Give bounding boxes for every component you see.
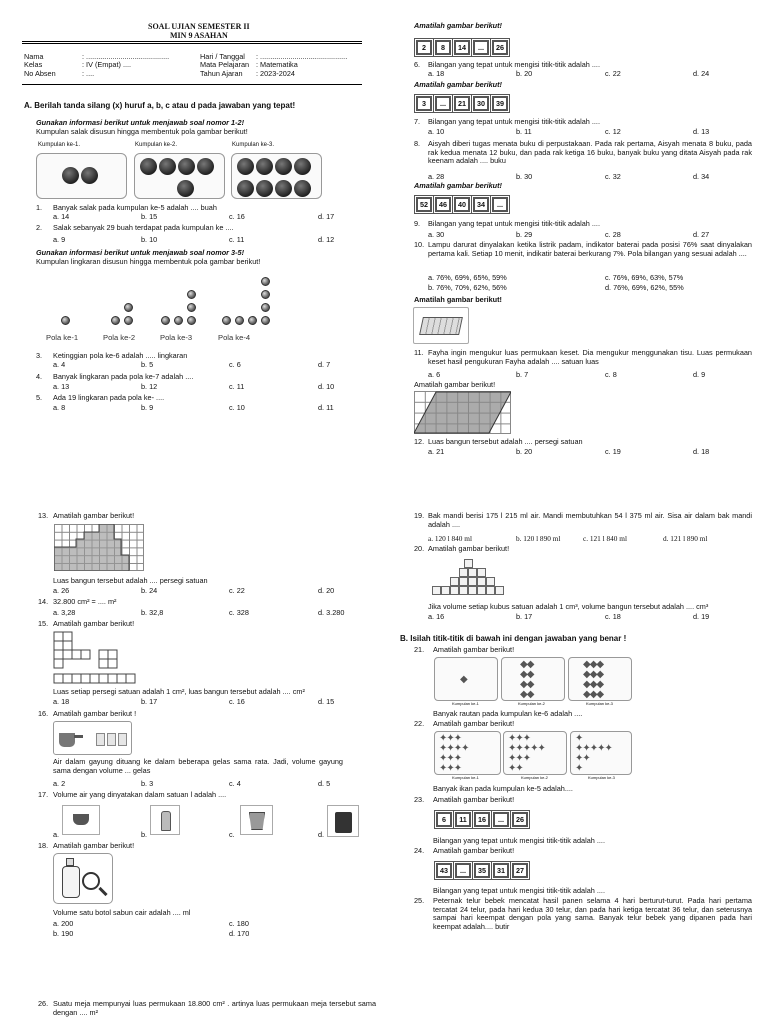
q10-opt-d[interactable]: d. 76%, 69%, 62%, 55% (605, 283, 684, 292)
rautan-group-3: ◆◆◆ ◆◆◆ ◆◆◆ ◆◆◆ (568, 657, 632, 701)
info-3-5-desc: Kumpulan lingkaran disusun hingga membentuk pola gambar berikut! (36, 257, 261, 266)
q20-opt-c[interactable]: c. 18 (605, 612, 621, 621)
salak-icon (237, 180, 254, 197)
salak-icon (275, 158, 292, 175)
pola-1-label: Pola ke-1 (46, 333, 79, 342)
q6-text: Bilangan yang tepat untuk mengisi titik-titik adalah .... (428, 60, 600, 69)
q13-text: Amatilah gambar berikut! (53, 511, 135, 520)
q16-text: Amatilah gambar berikut ! (53, 709, 137, 718)
glass-icon (118, 733, 127, 746)
salak-icon (140, 158, 157, 175)
q26-text: Suatu meja mempunyai luas permukaan 18.800 cm² . artinya luas permukaan meja tersebut sama dengan .... m² (53, 999, 376, 1017)
q1-opt-c[interactable]: c. 16 (229, 212, 245, 221)
salak-group-3 (231, 153, 322, 199)
q23-number: 23. (414, 795, 425, 804)
q11-opt-d[interactable]: d. 9 (693, 370, 706, 379)
label-nama: Nama (24, 52, 44, 61)
q3-opt-a[interactable]: a. 4 (53, 360, 66, 369)
q20-opt-b[interactable]: b. 17 (516, 612, 533, 621)
circle-icon (261, 316, 270, 325)
q23-text2: Bilangan yang tepat untuk mengisi titik-titik adalah .... (433, 836, 605, 845)
q21-text2: Banyak rautan pada kumpulan ke-6 adalah .... (433, 709, 583, 718)
q6-opt-b[interactable]: b. 20 (516, 69, 533, 78)
q13-opt-a[interactable]: a. 26 (53, 586, 70, 595)
q7-number: 7. (414, 117, 421, 126)
q5-opt-c[interactable]: c. 10 (229, 403, 245, 412)
salak-icon (256, 180, 273, 197)
q20-opt-a[interactable]: a. 16 (428, 612, 445, 621)
circle-icon (187, 303, 196, 312)
q4-opt-a[interactable]: a. 13 (53, 382, 70, 391)
q4-opt-d[interactable]: d. 10 (318, 382, 335, 391)
bottle-image (150, 805, 180, 835)
salak-icon (177, 180, 194, 197)
q6-opt-a[interactable]: a. 18 (428, 69, 445, 78)
q20-text: Amatilah gambar berikut! (428, 544, 510, 553)
q3-opt-b[interactable]: b. 5 (141, 360, 154, 369)
q4-opt-c[interactable]: c. 11 (229, 382, 245, 391)
q13-text2: Luas bangun tersebut adalah .... persegi satuan (53, 576, 208, 585)
q4-opt-b[interactable]: b. 12 (141, 382, 158, 391)
q2-text: Salak sebanyak 29 buah terdapat pada kumpulan ke .... (53, 223, 234, 232)
q25-text: Peternak telur bebek mencatat hasil panen selama 4 hari berturut-turut. Pada hari pertama tercatat 24 telur, pada hari kedua 30 telur, dan pada hari ketiga tercatat 36 telur, dan seterusnya sampai hari keempat dengan pola yang sama. Banyak telur bebek yang dipanen pada hari keempat adalah.... butir (433, 896, 752, 931)
salak-icon (159, 158, 176, 175)
q12-opt-b[interactable]: b. 20 (516, 447, 533, 456)
label-mapel: Mata Pelajaran (200, 60, 250, 69)
school-name: MIN 9 ASAHAN (170, 31, 228, 40)
q17-opt-c[interactable]: c. (229, 830, 235, 839)
q11-opt-c[interactable]: c. 8 (605, 370, 617, 379)
q17-opt-a[interactable]: a. (53, 830, 60, 839)
q21-text: Amatilah gambar berikut! (433, 645, 515, 654)
q11-text: Fayha ingin mengukur luas permukaan keset. Dia mengukur menggunakan tisu. Luas permukaan keset hasil pengukuran Fayha adalah .... satuan luas (428, 348, 752, 366)
q17-text: Volume air yang dinyatakan dalam satuan l adalah .... (53, 790, 227, 799)
q25-number: 25. (414, 896, 425, 905)
q26-number: 26. (38, 999, 49, 1008)
ikan-group-3: ✦ ✦✦✦✦✦ ✦✦ ✦ (570, 731, 632, 775)
q17-opt-d[interactable]: d. (318, 830, 325, 839)
field-tahun: : 2023-2024 (256, 69, 295, 78)
circle-icon (261, 277, 270, 286)
q22-text2: Banyak ikan pada kumpulan ke-5 adalah.... (433, 784, 573, 793)
q23-text: Amatilah gambar berikut! (433, 795, 515, 804)
soap-bottle-image (53, 853, 113, 904)
q12-opt-a[interactable]: a. 21 (428, 447, 445, 456)
salak-icon (62, 167, 79, 184)
circle-icon (222, 316, 231, 325)
q20-text2: Jika volume setiap kubus satuan adalah 1 cm³, volume bangun tersebut adalah .... cm³ (428, 602, 709, 611)
q4-text: Banyak lingkaran pada pola ke-7 adalah .... (53, 372, 194, 381)
q10-number: 10. (414, 240, 425, 249)
q15-opt-a[interactable]: a. 18 (53, 697, 70, 706)
q8-opt-b[interactable]: b. 30 (516, 172, 533, 181)
q11-opt-a[interactable]: a. 6 (428, 370, 441, 379)
q10-text: Lampu darurat dinyalakan ketika listrik padam, indikator baterai pada posisi 76% saat dinyalakan pertama kali. Setiap 10 menit, indikatir baterai berkurang 7%. Pola bilangan yang sesuai adalah .... (428, 240, 752, 258)
header-divider (22, 41, 362, 42)
cup-icon (73, 814, 89, 825)
exam-title: SOAL UJIAN SEMESTER II (148, 22, 250, 31)
q6-number: 6. (414, 60, 421, 69)
q5-opt-b[interactable]: b. 9 (141, 403, 154, 412)
rautan-group-2: ◆◆ ◆◆ ◆◆ ◆◆ (501, 657, 565, 701)
q1-opt-b[interactable]: b. 15 (141, 212, 158, 221)
q22-text: Amatilah gambar berikut! (433, 719, 515, 728)
magnifier-icon (82, 872, 100, 890)
q9-text: Bilangan yang tepat untuk mengisi titik-titik adalah .... (428, 219, 600, 228)
q19-opt-a[interactable]: a. 120 l 840 ml (428, 534, 472, 543)
circle-icon (111, 316, 120, 325)
q6-instruction: Amatilah gambar berikut! (414, 21, 502, 30)
label-tahun: Tahun Ajaran (200, 69, 243, 78)
circle-icon (235, 316, 244, 325)
seq-23: 6 11 16 ... 26 (436, 812, 528, 827)
q13-opt-d[interactable]: d. 20 (318, 586, 335, 595)
q19-opt-d[interactable]: d. 121 l 890 ml (663, 534, 708, 543)
q13-number: 13. (38, 511, 49, 520)
q1-number: 1. (36, 203, 43, 212)
q16-opt-c[interactable]: c. 4 (229, 779, 241, 788)
circle-icon (248, 316, 257, 325)
pola-3-label: Pola ke-3 (160, 333, 193, 342)
q2-opt-a[interactable]: a. 9 (53, 235, 66, 244)
q7-opt-d[interactable]: d. 13 (693, 127, 710, 136)
info-1-2: Gunakan informasi berikut untuk menjawab soal nomor 1-2! (36, 118, 245, 127)
ikan-group-1: ✦✦✦ ✦✦✦✦ ✦✦✦ ✦✦✦ (434, 731, 501, 775)
salak-group-2 (134, 153, 225, 199)
circle-icon (261, 303, 270, 312)
q15-opt-d[interactable]: d. 15 (318, 697, 335, 706)
seq-7: 3 ... 21 30 39 (416, 96, 508, 111)
q9-opt-c[interactable]: c. 28 (605, 230, 621, 239)
q15-opt-c[interactable]: c. 16 (229, 697, 245, 706)
section-a-heading: A. Berilah tanda silang (x) huruf a, b, c atau d pada jawaban yang tepat! (24, 101, 296, 110)
q10-opt-c[interactable]: c. 76%, 69%, 63%, 57% (605, 273, 684, 282)
q15-number: 15. (38, 619, 49, 628)
q9-opt-d[interactable]: d. 27 (693, 230, 710, 239)
salak-group-1 (36, 153, 127, 199)
q13-shape (54, 524, 144, 571)
q9-opt-b[interactable]: b. 29 (516, 230, 533, 239)
q20-number: 20. (414, 544, 425, 553)
q19-text: Bak mandi berisi 175 l 215 ml air. Mandi membutuhkan 54 l 375 ml air. Sisa air dalam bak mandi adalah .... (428, 511, 752, 529)
q2-number: 2. (36, 223, 43, 232)
q10-opt-a[interactable]: a. 76%, 69%, 65%, 59% (428, 273, 507, 282)
ikan-kumpulan-3: Kumpulan ke-3 (588, 775, 615, 780)
q15-shape (53, 631, 145, 685)
q5-opt-d[interactable]: d. 11 (318, 403, 334, 412)
q16-opt-b[interactable]: b. 3 (141, 779, 154, 788)
q3-number: 3. (36, 351, 43, 360)
q8-opt-c[interactable]: c. 32 (605, 172, 621, 181)
q13-opt-c[interactable]: c. 22 (229, 586, 245, 595)
q20-opt-d[interactable]: d. 19 (693, 612, 710, 621)
q8-text: Aisyah diberi tugas menata buku di perpustakaan. Pada rak pertama, Aisyah menata 8 buku, pada rak kedua menata 12 buku, dan pada rak ketiga 16 buku, banyak buku yang ditata Aisyah pada rak keenam adalah .... buku (428, 139, 752, 166)
cup-image (62, 805, 100, 835)
q7-opt-a[interactable]: a. 10 (428, 127, 445, 136)
q17-opt-b[interactable]: b. (141, 830, 148, 839)
keset-image (413, 307, 469, 344)
info-3-5: Gunakan informasi berikut untuk menjawab soal nomor 3-5! (36, 248, 245, 257)
circle-icon (187, 316, 196, 325)
q2-opt-d[interactable]: d. 12 (318, 235, 335, 244)
q12-number: 12. (414, 437, 425, 446)
q5-opt-a[interactable]: a. 8 (53, 403, 66, 412)
q2-opt-b[interactable]: b. 10 (141, 235, 158, 244)
pola-2-label: Pola ke-2 (103, 333, 136, 342)
q5-text: Ada 19 lingkaran pada pola ke- .... (53, 393, 165, 402)
rautan-kumpulan-3: Kumpulan ke-3 (586, 701, 613, 706)
q14-number: 14. (38, 597, 49, 606)
q14-opt-c[interactable]: c. 328 (229, 608, 249, 617)
field-mapel: : Matematika (256, 60, 298, 69)
header-divider-2 (22, 43, 362, 44)
q12-instruction: Amatilah gambar berikut! (414, 380, 496, 389)
q18-number: 18. (38, 841, 49, 850)
q14-opt-a[interactable]: a. 3,28 (53, 608, 76, 617)
q11-instruction: Amatilah gambar berikut! (414, 295, 502, 304)
q12-opt-c[interactable]: c. 19 (605, 447, 621, 456)
salak-icon (197, 158, 214, 175)
q19-opt-b[interactable]: b. 120 l 890 ml (516, 534, 561, 543)
q18-opt-c[interactable]: c. 180 (229, 919, 249, 928)
field-absen[interactable]: : .... (82, 69, 95, 78)
rautan-group-1: ◆ (434, 657, 498, 701)
salak-icon (275, 180, 292, 197)
info-1-2-desc: Kumpulan salak disusun hingga membentuk pola gambar berikut! (36, 127, 248, 136)
q9-instruction: Amatilah gambar berikut! (414, 181, 502, 190)
q16-opt-a[interactable]: a. 2 (53, 779, 66, 788)
salak-icon (256, 158, 273, 175)
q7-opt-b[interactable]: b. 11 (516, 127, 532, 136)
parallelogram-shape (414, 391, 511, 434)
bucket-icon (249, 812, 265, 830)
q12-text: Luas bangun tersebut adalah .... persegi satuan (428, 437, 583, 446)
q21-number: 21. (414, 645, 425, 654)
kumpulan-2-label: Kumpulan ke-2. (135, 142, 178, 148)
q6-opt-c[interactable]: c. 22 (605, 69, 621, 78)
ladle-icon (59, 733, 75, 747)
jerrycan-image (327, 805, 359, 837)
circle-icon (61, 316, 70, 325)
rautan-kumpulan-1: Kumpulan ke-1 (452, 701, 479, 706)
q8-opt-d[interactable]: d. 34 (693, 172, 710, 181)
salak-icon (81, 167, 98, 184)
q22-number: 22. (414, 719, 425, 728)
q16-text2: Air dalam gayung dituang ke dalam beberapa gelas sama rata. Jadi, volume gayung sama dengan volume ... gelas (53, 757, 343, 775)
q7-instruction: Amatilah gambar berikut! (414, 80, 502, 89)
q16-opt-d[interactable]: d. 5 (318, 779, 331, 788)
salak-icon (294, 158, 311, 175)
circle-icon (124, 303, 133, 312)
rautan-kumpulan-2: Kumpulan ke-2 (518, 701, 545, 706)
q8-number: 8. (414, 139, 421, 148)
q15-opt-b[interactable]: b. 17 (141, 697, 158, 706)
q18-opt-d[interactable]: d. 170 (229, 929, 250, 938)
q1-opt-a[interactable]: a. 14 (53, 212, 70, 221)
ikan-kumpulan-1: Kumpulan ke-1 (452, 775, 479, 780)
q9-number: 9. (414, 219, 421, 228)
field-kelas[interactable]: : IV (Empat) .... (82, 60, 132, 69)
q7-opt-c[interactable]: c. 12 (605, 127, 621, 136)
field-hari[interactable]: : ........................................... (256, 52, 348, 61)
circle-icon (187, 290, 196, 299)
q18-text: Amatilah gambar berikut! (53, 841, 135, 850)
q1-text: Banyak salak pada kumpulan ke-5 adalah .... buah (53, 203, 217, 212)
circle-icon (261, 290, 270, 299)
q14-opt-b[interactable]: b. 32,8 (141, 608, 164, 617)
bottle-icon (161, 811, 171, 831)
gayung-image (53, 721, 132, 755)
glass-icon (96, 733, 105, 746)
seq-24: 43 ... 35 31 27 (436, 863, 528, 878)
q18-text2: Volume satu botol sabun cair adalah .... ml (53, 908, 191, 917)
q14-text: 32.800 cm² = .... m² (53, 597, 117, 606)
q15-text2: Luas setiap persegi satuan adalah 1 cm², luas bangun tersebut adalah .... cm² (53, 687, 305, 696)
q6-opt-d[interactable]: d. 24 (693, 69, 710, 78)
glass-icon (107, 733, 116, 746)
q15-text: Amatilah gambar berikut! (53, 619, 135, 628)
label-absen: No Absen (24, 69, 56, 78)
label-kelas: Kelas (24, 60, 43, 69)
seq-6: 2 8 14 ... 26 (416, 40, 508, 55)
ikan-group-2: ✦✦✦ ✦✦✦✦✦ ✦✦✦ ✦✦ (503, 731, 567, 775)
q11-opt-b[interactable]: b. 7 (516, 370, 529, 379)
q24-text: Amatilah gambar berikut! (433, 846, 515, 855)
kumpulan-1-label: Kumpulan ke-1. (38, 142, 81, 148)
q19-number: 19. (414, 511, 425, 520)
q24-text2: Bilangan yang tepat untuk mengisi titik-titik adalah .... (433, 886, 605, 895)
kumpulan-3-label: Kumpulan ke-3. (232, 142, 275, 148)
q16-number: 16. (38, 709, 49, 718)
pola-4-label: Pola ke-4 (218, 333, 251, 342)
q7-text: Bilangan yang tepat untuk mengisi titik-titik adalah .... (428, 117, 600, 126)
salak-icon (178, 158, 195, 175)
salak-icon (237, 158, 254, 175)
soap-bottle-icon (62, 866, 80, 898)
q4-number: 4. (36, 372, 43, 381)
parallelogram-grid (414, 391, 511, 434)
q5-number: 5. (36, 393, 43, 402)
q3-text: Ketinggian pola ke-6 adalah ..... lingkaran (53, 351, 188, 360)
q13-opt-b[interactable]: b. 24 (141, 586, 158, 595)
bucket-image (240, 805, 273, 835)
q11-number: 11. (414, 348, 424, 357)
q2-opt-c[interactable]: c. 11 (229, 235, 245, 244)
section-b-heading: B. Isilah titik-titik di bawah ini dengan jawaban yang benar ! (400, 634, 627, 643)
q1-opt-d[interactable]: d. 17 (318, 212, 335, 221)
seq-9: 52 46 40 34 ... (416, 197, 508, 212)
q8-opt-a[interactable]: a. 28 (428, 172, 445, 181)
circle-icon (161, 316, 170, 325)
label-hari: Hari / Tanggal (200, 52, 245, 61)
q24-number: 24. (414, 846, 425, 855)
salak-icon (294, 180, 311, 197)
q17-number: 17. (38, 790, 49, 799)
q13-grid (54, 524, 144, 571)
q3-opt-d[interactable]: d. 7 (318, 360, 331, 369)
circle-icon (174, 316, 183, 325)
identity-divider (22, 84, 362, 85)
cube-stack (428, 556, 514, 598)
q18-opt-b[interactable]: b. 190 (53, 929, 74, 938)
circle-icon (124, 316, 133, 325)
q19-opt-c[interactable]: c. 121 l 840 ml (583, 534, 627, 543)
q18-opt-a[interactable]: a. 200 (53, 919, 74, 928)
field-nama[interactable]: : ......................................... (82, 52, 170, 61)
q12-opt-d[interactable]: d. 18 (693, 447, 710, 456)
jerrycan-icon (335, 812, 352, 833)
q14-opt-d[interactable]: d. 3.280 (318, 608, 345, 617)
q3-opt-c[interactable]: c. 6 (229, 360, 241, 369)
ikan-kumpulan-2: Kumpulan ke-2 (521, 775, 548, 780)
q10-opt-b[interactable]: b. 76%, 70%, 62%, 56% (428, 283, 507, 292)
q9-opt-a[interactable]: a. 30 (428, 230, 445, 239)
